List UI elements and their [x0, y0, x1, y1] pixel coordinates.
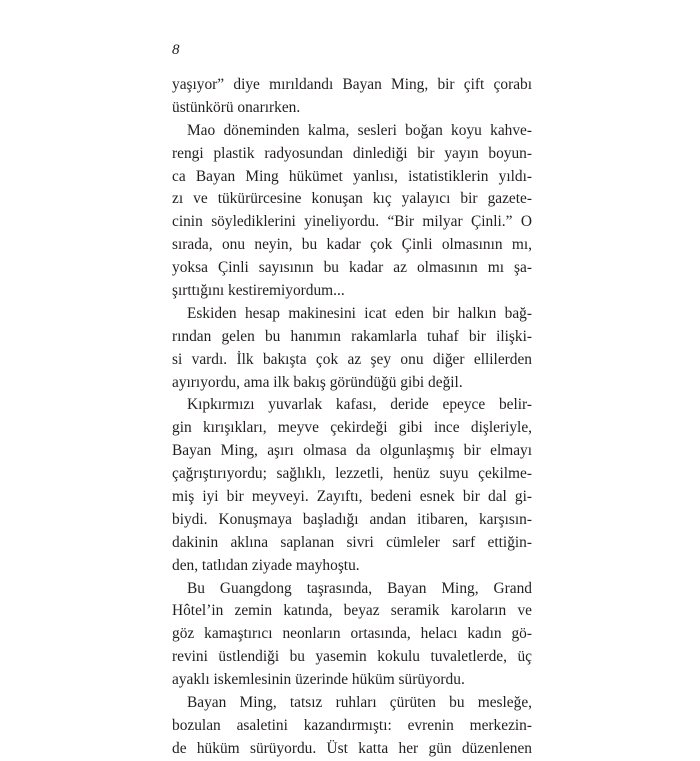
- text-line: yaşıyor” diye mırıldandı Bayan Ming, bir çift çorabı: [172, 76, 532, 93]
- text-line: cinin söylediklerini yineliyordu. “Bir milyar Çinli.” O: [172, 213, 532, 231]
- text-line: Bayan Ming, aşırı olmasa da olgunlaşmış bir elmayı: [172, 442, 532, 460]
- text-line: göz kamaştırıcı neonların ortasında, helacı kadın gö-: [172, 625, 532, 643]
- text-line: de hüküm sürüyordu. Üst katta her gün düzenlenen: [172, 739, 532, 757]
- text-line: Mao döneminden kalma, sesleri boğan koyu kahve-: [187, 121, 532, 139]
- text-line: çağrıştırıyordu; sağlıklı, lezzetli, henüz suyu çekilme-: [172, 465, 532, 483]
- text-line: rengi plastik radyosundan dinlediği bir yayın boyun-: [172, 144, 532, 162]
- text-line: üstünkörü onarırken.: [172, 98, 301, 116]
- text-line: yoksa Çinli sayısının bu kadar az olmasının mı şa-: [172, 259, 532, 277]
- text-line: Bu Guangdong taşrasında, Bayan Ming, Grand: [187, 579, 532, 597]
- text-line: ca Bayan Ming hükümet yanlısı, istatistiklerin yıldı-: [172, 167, 532, 185]
- text-line: sırada, onu neyin, bu kadar çok Çinli olmasının mı,: [172, 236, 532, 254]
- text-line: Hôtel’in zemin katında, beyaz seramik karoların ve: [172, 602, 532, 620]
- body-text: [172, 74, 532, 761]
- text-line: si vardı. İlk bakışta çok az şey onu diğer ellilerden: [172, 350, 532, 368]
- page-number: 8: [172, 42, 180, 58]
- text-line: den, tatlıdan ziyade mayhoştu.: [172, 556, 360, 574]
- text-line: Kıpkırmızı yuvarlak kafası, deride epeyce belir-: [187, 396, 532, 414]
- text-line: ayırıyordu, ama ilk bakış göründüğü gibi değil.: [172, 373, 463, 391]
- text-line: dakinin aklına saplanan sivri cümleler sarf ettiğin-: [172, 533, 532, 551]
- text-line: Bayan Ming, tatsız ruhları çürüten bu mesleğe,: [187, 694, 532, 712]
- text-line: gin kırışıkları, meyve çekirdeği gibi ince dişleriyle,: [172, 419, 532, 437]
- text-line: rından gelen bu hanımın rakamlarla tuhaf bir ilişki-: [172, 327, 532, 345]
- text-line: revini üstlendiği bu yasemin kokulu tuvaletlerde, üç: [172, 648, 532, 666]
- text-line: şırttığını kestiremiyordum...: [172, 282, 345, 300]
- text-line: Eskiden hesap makinesini icat eden bir halkın bağ-: [187, 304, 532, 322]
- text-line: miş iyi bir meyveyi. Zayıftı, bedeni esnek bir dal gi-: [172, 488, 532, 506]
- text-line: biydi. Konuşmaya başladığı andan itibaren, karşısın-: [172, 510, 532, 528]
- text-line: zı ve tükürürcesine konuşan kıç yalayıcı bir gazete-: [172, 190, 532, 208]
- text-line: bozulan asaletini kazandırmıştı: evrenin merkezin-: [172, 716, 532, 734]
- text-line: ayaklı iskemlesinin üzerinde hüküm sürüyordu.: [172, 671, 465, 689]
